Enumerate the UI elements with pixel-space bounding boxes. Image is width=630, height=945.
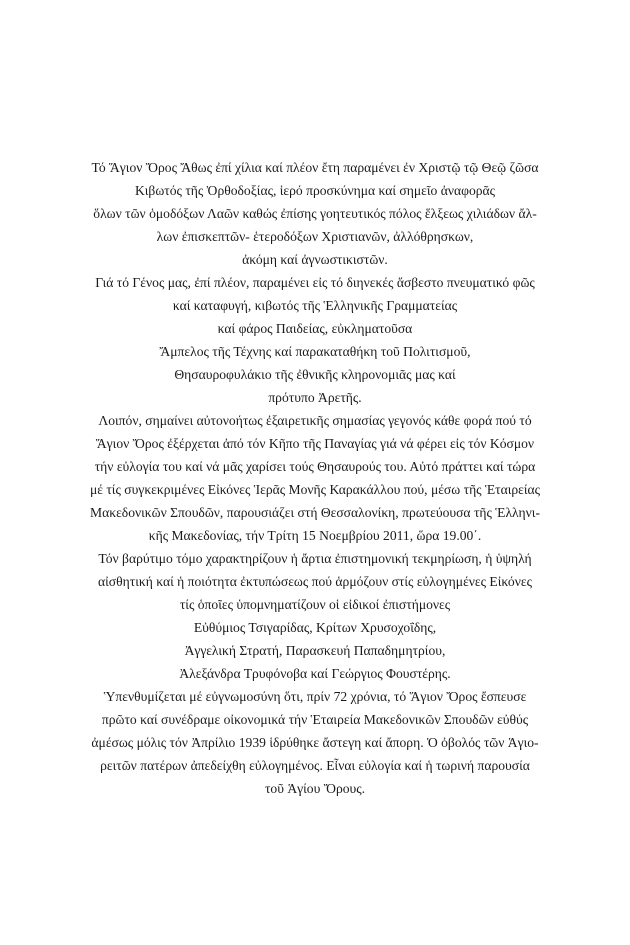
- text-line: λων ἐπισκεπτῶν- ἑτεροδόξων Χριστιανῶν, ἀλλόθρησκων,: [156, 229, 474, 244]
- text-line: Κιβωτός τῆς Ὀρθοδοξίας, ἱερό προσκύνημα καί σημεῖο ἀναφορᾶς: [134, 183, 496, 198]
- text-line: Ἀγγελική Στρατή, Παρασκευή Παπαδημητρίου,: [184, 643, 446, 658]
- text-line: ρειτῶν πατέρων ἀπεδείχθη εὐλογημένος. Εἶναι εὐλογία καί ἡ τωρινή παρουσία: [100, 758, 530, 773]
- text-line: Λοιπόν, σημαίνει αὐτονοήτως ἐξαιρετικῆς σημασίας γεγονός κάθε φορά πού τό: [98, 413, 532, 428]
- text-line: Θησαυροφυλάκιο τῆς ἐθνικῆς κληρονομιᾶς μας καί: [174, 367, 456, 382]
- text-line: Τόν βαρύτιμο τόμο χαρακτηρίζουν ἡ ἄρτια ἐπιστημονική τεκμηρίωση, ἡ ὑψηλή: [98, 551, 532, 566]
- text-line: ἀμέσως μόλις τόν Ἀπρίλιο 1939 ἱδρύθηκε ἄστεγη καί ἄπορη. Ὁ ὀβολός τῶν Ἁγιο-: [91, 735, 539, 750]
- text-line: πρῶτο καί συνέδραμε οἰκονομικά τήν Ἑταιρεία Μακεδονικῶν Σπουδῶν εὐθύς: [101, 712, 529, 727]
- text-line: τήν εὐλογία του καί νά μᾶς χαρίσει τούς Θησαυρούς του. Αὐτό πράττει καί τώρα: [94, 459, 536, 474]
- text-line: Ὑπενθυμίζεται μέ εὐγνωμοσύνη ὅτι, πρίν 72 χρόνια, τό Ἅγιον Ὄρος ἔσπευσε: [103, 689, 527, 704]
- text-line: καί καταφυγή, κιβωτός τῆς Ἑλληνικῆς Γραμματείας: [172, 298, 458, 313]
- text-line: Μακεδονικῶν Σπουδῶν, παρουσιάζει στή Θεσσαλονίκη, πρωτεύουσα τῆς Ἑλληνι-: [90, 505, 540, 520]
- text-line: αἰσθητική καί ἡ ποιότητα ἐκτυπώσεως πού ἁρμόζουν στίς εὐλογημένες Εἰκόνες: [98, 574, 532, 589]
- text-line: Ἄμπελος τῆς Τέχνης καί παρακαταθήκη τοῦ Πολιτισμοῦ,: [159, 344, 471, 359]
- text-line: τίς ὁποῖες ὑπομνηματίζουν οἱ εἰδικοί ἐπιστήμονες: [179, 597, 451, 612]
- text-line: Ἀλεξάνδρα Τρυφόνοβα καί Γεώργιος Φουστέρης.: [179, 666, 451, 681]
- text-line: μέ τίς συγκεκριμένες Εἰκόνες Ἱερᾶς Μονῆς Καρακάλλου πού, μέσω τῆς Ἑταιρείας: [89, 482, 541, 497]
- text-line: πρότυπο Ἀρετῆς.: [268, 390, 362, 405]
- text-line: Τό Ἅγιον Ὄρος Ἄθως ἐπί χίλια καί πλέον ἔτη παραμένει ἐν Χριστῷ τῷ Θεῷ ζῶσα: [91, 160, 539, 175]
- text-line: Γιά τό Γένος μας, ἐπί πλέον, παραμένει εἰς τό διηνεκές ἄσβεστο πνευματικό φῶς: [95, 275, 535, 290]
- text-line: ὅλων τῶν ὁμοδόξων Λαῶν καθώς ἐπίσης γοητευτικός πόλος ἕλξεως χιλιάδων ἄλ-: [93, 206, 537, 221]
- text-line: κῆς Μακεδονίας, τήν Τρίτη 15 Νοεμβρίου 2011, ὥρα 19.00΄.: [148, 528, 482, 543]
- text-line: τοῦ Ἁγίου Ὄρους.: [264, 781, 366, 796]
- text-line: ἀκόμη καί ἀγνωστικιστῶν.: [242, 252, 388, 267]
- text-line: Ἅγιον Ὄρος ἐξέρχεται ἀπό τόν Κῆπο τῆς Παναγίας γιά νά φέρει εἰς τόν Κόσμον: [95, 436, 535, 451]
- body-text: [70, 156, 560, 800]
- text-line: καί φάρος Παιδείας, εὐκληματοῦσα: [217, 321, 413, 336]
- text-line: Εὐθύμιος Τσιγαρίδας, Κρίτων Χρυσοχοΐδης,: [193, 620, 437, 635]
